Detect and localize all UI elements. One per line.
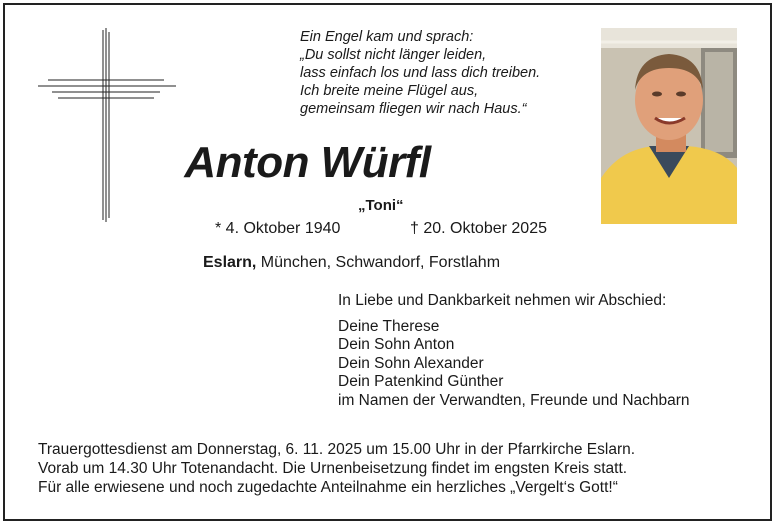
poem-line: lass einfach los und lass dich treiben. xyxy=(300,65,541,81)
cross-icon xyxy=(36,28,178,224)
poem-line: Ich breite meine Flügel aus, xyxy=(300,83,479,99)
place-primary: Eslarn, xyxy=(203,254,257,271)
service-notice xyxy=(38,440,635,497)
notice-line: Für alle erwiesene und noch zugedachte Anteilnahme ein herzliches „Vergelt‘s Gott!“ xyxy=(38,479,618,496)
poem xyxy=(300,28,540,118)
poem-line: Ein Engel kam und sprach: xyxy=(300,29,474,45)
places xyxy=(203,254,500,272)
notice-line: Trauergottesdienst am Donnerstag, 6. 11. 2025 um 15.00 Uhr in der Pfarrkirche Eslarn. xyxy=(38,441,636,458)
farewell-line: In Liebe und Dankbarkeit nehmen wir Abschied: xyxy=(338,292,667,309)
portrait-photo xyxy=(601,28,737,224)
place-others: München, Schwandorf, Forstlahm xyxy=(256,254,501,271)
mourner: Deine Therese xyxy=(338,318,440,335)
death-date: † 20. Oktober 2025 xyxy=(410,220,547,237)
notice-line: Vorab um 14.30 Uhr Totenandacht. Die Urnenbeisetzung findet im engsten Kreis statt. xyxy=(38,460,628,477)
poem-line: gemeinsam fliegen wir nach Haus.“ xyxy=(300,101,527,117)
mourner: Dein Patenkind Günther xyxy=(338,373,504,391)
poem-line: „Du sollst nicht länger leiden, xyxy=(300,47,487,63)
mourner: Dein Sohn Anton xyxy=(338,336,455,354)
mourner: im Namen der Verwandten, Freunde und Nachbarn xyxy=(338,391,690,409)
deceased-name: Anton Würfl xyxy=(184,138,431,187)
birth-date: * 4. Oktober 1940 xyxy=(215,220,341,237)
mourners-list xyxy=(338,318,690,410)
nickname: „Toni“ xyxy=(358,197,404,214)
mourner: Dein Sohn Alexander xyxy=(338,354,484,372)
